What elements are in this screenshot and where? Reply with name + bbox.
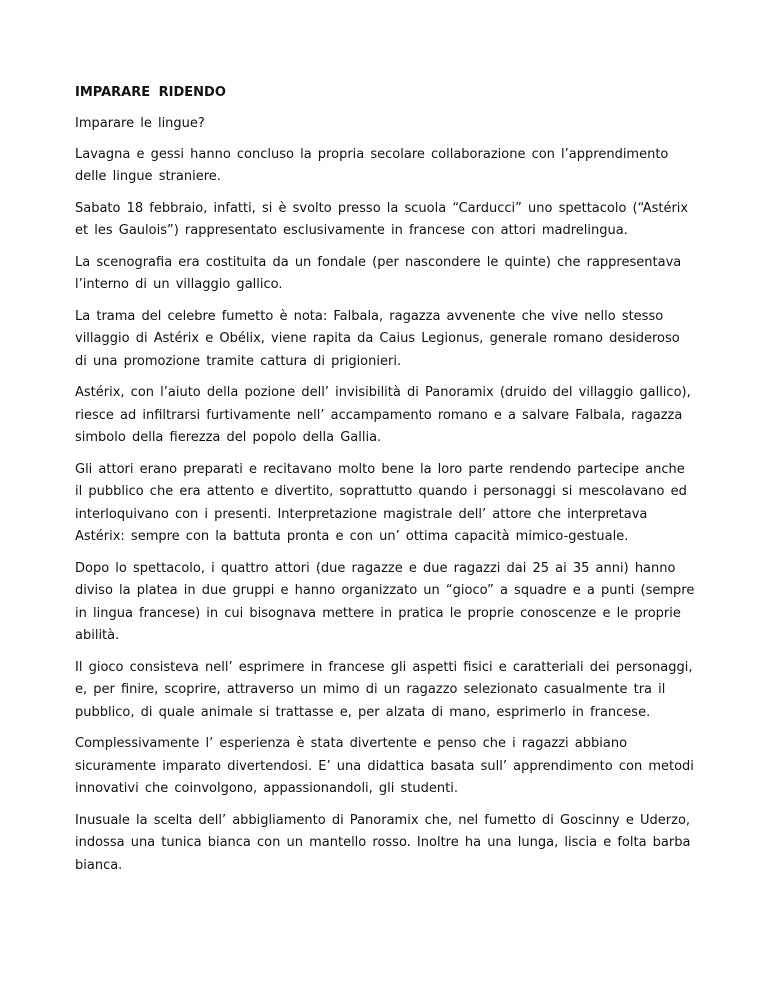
paragraph-intro: Lavagna e gessi hanno concluso la propria secolare collaborazione con l’apprendimento delle lingue straniere. (75, 146, 669, 184)
paragraph-question: Imparare le lingue? (75, 116, 205, 131)
paragraph-game: Dopo lo spettacolo, i quattro attori (due ragazze e due ragazzi dai 25 ai 35 anni) hanno diviso la platea in due gruppi e hanno organizzato un “gioco” a squadre e a punti (sempre in lingua francese) in cui bisognava mettere in pratica le proprie conoscenze e le proprie abilità. (75, 560, 695, 643)
paragraph-scenography: La scenografia era costituita da un fondale (per nascondere le quinte) che rappresentava l’interno di un villaggio gallico. (75, 254, 682, 292)
paragraph-costume: Inusuale la scelta dell’ abbigliamento di Panoramix che, nel fumetto di Goscinny e Uderzo, indossa una tunica bianca con un mantello rosso. Inoltre ha una lunga, liscia e folta barba bianca. (75, 812, 691, 873)
paragraph-game-rules: Il gioco consisteva nell’ esprimere in francese gli aspetti fisici e caratteriali dei personaggi, e, per finire, scoprire, attraverso un mimo di un ragazzo selezionato casualmente tra il pubblico, di quale animale si trattasse e, per alzata di mano, esprimerlo in francese. (75, 659, 693, 720)
paragraph-plot: La trama del celebre fumetto è nota: Falbala, ragazza avvenente che vive nello stesso villaggio di Astérix e Obélix, viene rapita da Caius Legionus, generale romano desideroso di una promozione tramite cattura di prigionieri. (75, 308, 680, 369)
paragraph-actors: Gli attori erano preparati e recitavano molto bene la loro parte rendendo partecipe anche il pubblico che era attento e divertito, soprattutto quando i personaggi si mescolavano ed interloquivano con i presenti. Interpretazione magistrale dell’ attore che interpretava Astérix: sempre con la battuta pronta e con un’ ottima capacità mimico-gestuale. (75, 461, 687, 544)
document-page (75, 82, 697, 886)
paragraph-event: Sabato 18 febbraio, infatti, si è svolto presso la scuola “Carducci” uno spettacolo (“Astérix et les Gaulois”) rappresentato esclusivamente in francese con attori madrelingua. (75, 200, 689, 238)
paragraph-asterix: Astérix, con l’aiuto della pozione dell’ invisibilità di Panoramix (druido del villaggio gallico), riesce ad infiltrarsi furtivamente nell’ accampamento romano e a salvare Falbala, ragazza simbolo della fierezza del popolo della Gallia. (75, 385, 691, 445)
paragraph-summary: Complessivamente l’ esperienza è stata divertente e penso che i ragazzi abbiano sicuramente imparato divertendosi. E’ una didattica basata sull’ apprendimento con metodi innovativi che coinvolgono, appassionandoli, gli studenti. (75, 736, 694, 796)
document-title: IMPARARE RIDENDO (75, 85, 226, 100)
